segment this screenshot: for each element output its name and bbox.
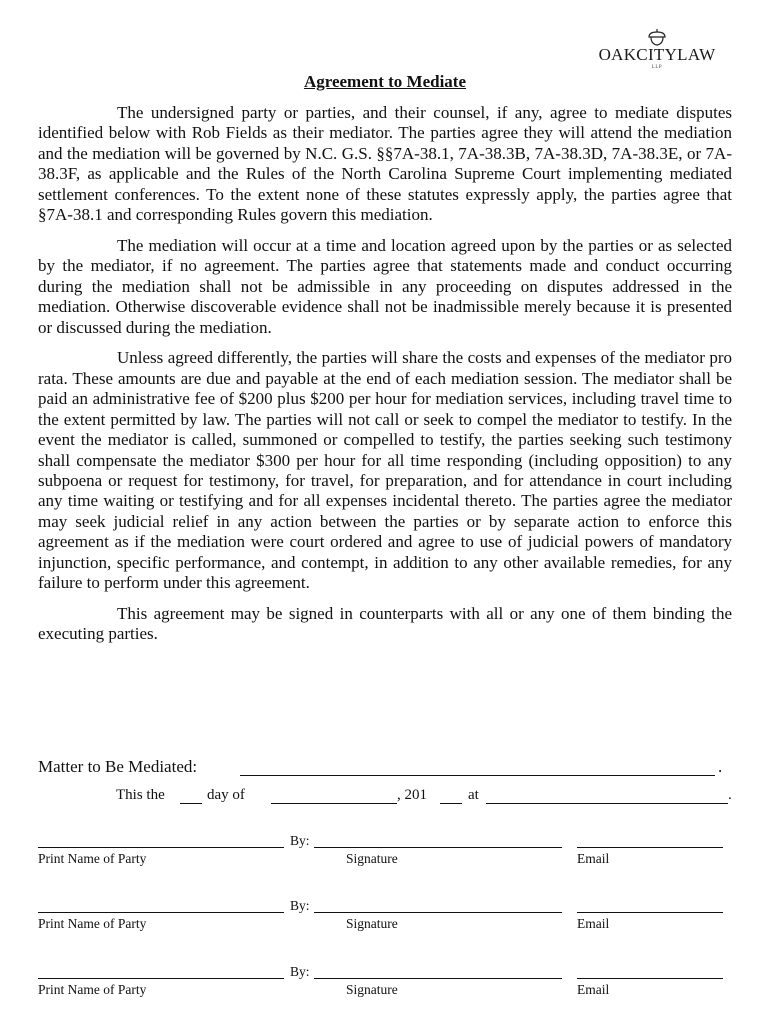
- day-of-label: day of: [207, 787, 245, 803]
- by-label: By:: [290, 898, 310, 913]
- email-line[interactable]: [577, 978, 723, 979]
- year-input-line[interactable]: [440, 803, 462, 804]
- by-label: By:: [290, 833, 310, 848]
- print-name-label: Print Name of Party: [38, 982, 147, 997]
- paragraph-1: The undersigned party or parties, and their counsel, if any, agree to mediate disputes identified below with Rob Fields as their mediator. The parties agree they will attend the mediation and the mediation will be governed by N.C. G.S. §§7A-38.1, 7A-38.3B, 7A-38.3D, 7A-38.3E, or 7A-38.3F, as applicable and the Rules of the North Carolina Supreme Court implementing mediated settlement conferences. To the extent none of these statutes expressly apply, the parties agree that §7A-38.1 and corresponding Rules govern this mediation.: [38, 103, 732, 225]
- month-input-line[interactable]: [271, 803, 397, 804]
- signature-line[interactable]: [314, 847, 562, 848]
- firm-logo: [582, 28, 732, 72]
- by-label: By:: [290, 964, 310, 979]
- paragraph-2: The mediation will occur at a time and location agreed upon by the parties or as selected by the mediator, if no agreement. The parties agree that statements made and conduct occurring during the mediation shall not be admissible in any proceeding on disputes addressed in the mediation. Otherwise discoverable evidence shall not be inadmissible merely because it is presented or discussed during the mediation.: [38, 235, 732, 337]
- agreement-body: [38, 103, 732, 655]
- acorn-icon: [646, 28, 668, 46]
- email-label: Email: [577, 851, 610, 866]
- signature-label: Signature: [346, 851, 398, 866]
- print-name-label: Print Name of Party: [38, 851, 147, 866]
- matter-field: [38, 757, 732, 779]
- email-label: Email: [577, 982, 610, 997]
- day-input-line[interactable]: [180, 803, 202, 804]
- paragraph-4: This agreement may be signed in counterparts with all or any one of them binding the executing parties.: [38, 603, 732, 644]
- signature-block-1: [38, 833, 732, 873]
- this-the-label: This the: [116, 787, 165, 803]
- signature-line[interactable]: [314, 978, 562, 979]
- date-line: [116, 787, 736, 807]
- signature-label: Signature: [346, 916, 398, 931]
- paragraph-3: Unless agreed differently, the parties will share the costs and expenses of the mediator pro rata. These amounts are due and payable at the end of each mediation session. The mediator shall be paid an administrative fee of $200 plus $200 per hour for mediation services, including travel time to the extent permitted by law. The parties will not call or seek to compel the mediator to testify. In the event the mediator is called, summoned or compelled to testify, the parties seeking such testimony shall compensate the mediator $300 per hour for all time responding (including opposition) to any subpoena or request for testimony, for travel, for preparation, and for attendance in court including any time waiting or testifying and for all expenses incidental thereto. The parties agree the mediator may seek judicial relief in any action between the parties or by separate action to enforce this agreement as if the mediation were court ordered and agree to use of judicial powers of mandatory injunction, specific performance, and contempt, in addition to any other available remedies, for any failure to perform under this agreement.: [38, 348, 732, 592]
- location-input-line[interactable]: [486, 803, 728, 804]
- signature-label: Signature: [346, 982, 398, 997]
- signature-block-3: [38, 964, 732, 1004]
- year-prefix-label: , 201: [397, 787, 427, 803]
- signature-block-2: [38, 898, 732, 938]
- email-line[interactable]: [577, 912, 723, 913]
- party-name-line[interactable]: [38, 978, 284, 979]
- matter-period: .: [718, 757, 723, 776]
- at-label: at: [468, 787, 479, 803]
- signature-line[interactable]: [314, 912, 562, 913]
- party-name-line[interactable]: [38, 847, 284, 848]
- matter-label: Matter to Be Mediated:: [38, 757, 198, 776]
- logo-subtitle: LLP: [651, 65, 663, 70]
- email-line[interactable]: [577, 847, 723, 848]
- matter-input-line[interactable]: [240, 775, 715, 776]
- date-period: .: [728, 787, 732, 803]
- document-title: Agreement to Mediate: [303, 72, 467, 91]
- logo-wordmark: OAKCITYLAW: [598, 45, 716, 64]
- print-name-label: Print Name of Party: [38, 916, 147, 931]
- party-name-line[interactable]: [38, 912, 284, 913]
- email-label: Email: [577, 916, 610, 931]
